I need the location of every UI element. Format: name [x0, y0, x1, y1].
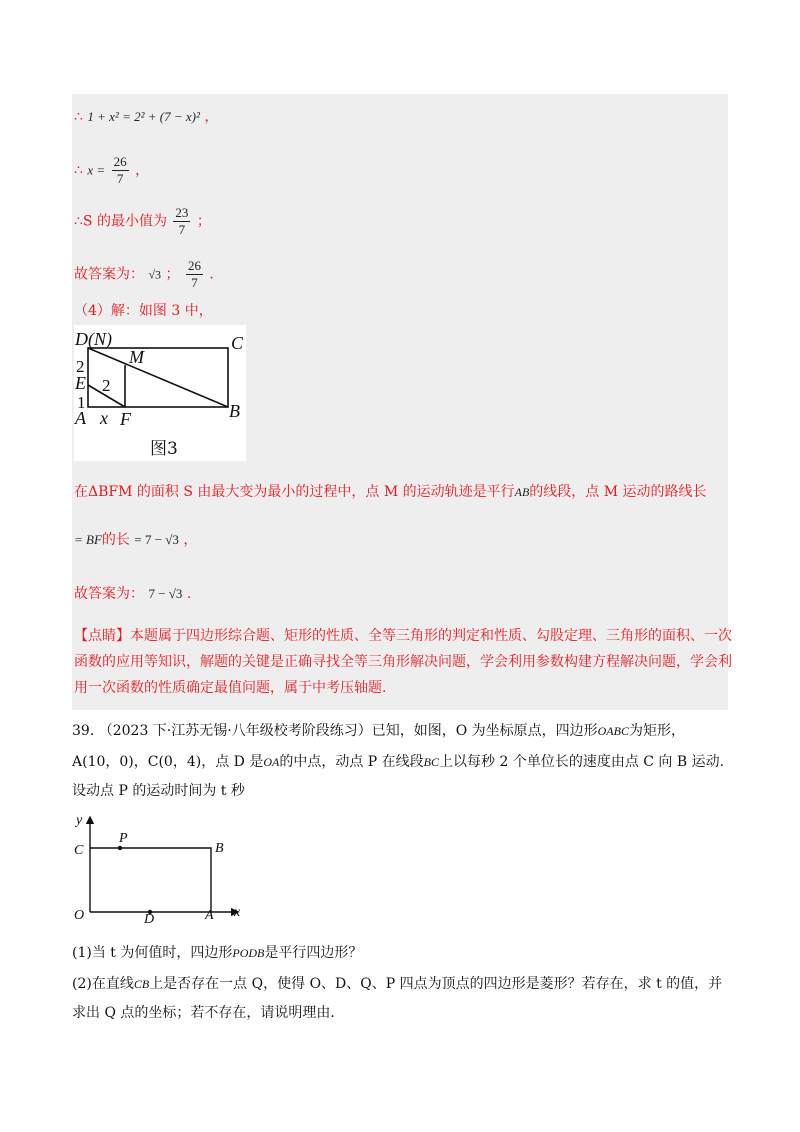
answer-sqrt3: √3: [148, 267, 162, 282]
denominator: 7: [191, 275, 198, 290]
question-bc: BC: [423, 755, 440, 769]
equation-2-suffix: ，: [135, 162, 150, 179]
numerator: 23: [175, 205, 189, 220]
point-p: [118, 846, 122, 850]
label-y: y: [76, 813, 83, 828]
q2-text-b: 上是否存在一点 Q，使得 O、D、Q、P 四点为顶点的四边形是菱形？若存在，求 t 的值，并: [149, 976, 723, 992]
equation-2-lhs: x =: [87, 162, 106, 178]
q1-text-a: (1)当 t 为何值时，四边形: [72, 945, 233, 961]
label-b: B: [229, 401, 240, 421]
fraction-23-7: [173, 205, 190, 238]
sub-question-1: [72, 944, 362, 962]
label-segment-1-ae: 1: [77, 393, 86, 412]
label-b: B: [215, 841, 224, 856]
answer-separator: ；: [165, 266, 180, 283]
question-line-2: [72, 753, 724, 771]
path-eq-suffix: ，: [183, 532, 198, 548]
label-p: P: [119, 831, 128, 846]
answer-line: [74, 258, 214, 291]
answer2-end: .: [186, 586, 192, 602]
path-description: [74, 483, 707, 501]
label-c: C: [74, 843, 84, 858]
equation-line-2: [74, 154, 149, 187]
path-eq-bf: = BF: [74, 532, 102, 547]
label-a: A: [205, 908, 214, 923]
minimum-line: [74, 205, 211, 238]
path-equation: [74, 531, 197, 549]
q1-podb: PODB: [232, 946, 265, 960]
rectangle-oabc: [90, 848, 211, 912]
label-m: M: [129, 347, 144, 367]
label-c: C: [231, 333, 244, 353]
question-line-1: [72, 722, 685, 740]
q2-cb: CB: [133, 977, 150, 991]
coordinate-figure: [70, 812, 255, 927]
q2-text-a: (2)在直线: [72, 976, 134, 992]
numerator: 26: [187, 258, 201, 273]
question-line2-c: 上以每秒 2 个单位长的速度由点 C 向 B 运动.: [439, 754, 725, 770]
answer2-label: 故答案为：: [74, 586, 144, 602]
fraction-26-7-answer: [186, 258, 203, 291]
path-eq-value: = 7 − √3: [134, 532, 179, 547]
fraction-26-7: [112, 154, 129, 187]
question-number: 39.: [72, 723, 95, 739]
minimum-text: ∴S 的最小值为: [74, 213, 167, 230]
part4-heading: （4）解：如图 3 中，: [74, 303, 213, 319]
question-oa: OA: [263, 755, 280, 769]
label-segment-2-de: 2: [76, 357, 85, 376]
equation-1: 1 + x² = 2² + (7 − x)²: [87, 109, 200, 124]
equation-1-suffix: ，: [204, 109, 219, 125]
coordinate-figure-drawing: [70, 812, 255, 927]
answer-end: .: [209, 266, 214, 283]
q1-text-b: 是平行四边形？: [264, 945, 363, 961]
equation-line-1: [74, 108, 218, 126]
question-stem-a: 已知，如图，O 为坐标原点，四边形: [371, 723, 598, 739]
label-o: O: [74, 908, 85, 923]
figure-3-drawing: [74, 325, 246, 461]
question-stem-b: 为矩形，: [628, 723, 685, 739]
question-line-3: 设动点 P 的运动时间为 t 秒: [72, 783, 245, 799]
path-eq-len: 的长: [101, 532, 130, 548]
path-text-b: 的线段，点 M 运动的路线长: [529, 484, 707, 500]
sub-question-2: [72, 975, 722, 993]
minimum-suffix: ；: [196, 213, 211, 230]
answer-label: 故答案为：: [74, 266, 144, 283]
label-n: (N): [88, 329, 112, 349]
figure-3-caption: 图3: [150, 439, 178, 459]
path-text-a: 在ΔBFM 的面积 S 由最大变为最小的过程中，点 M 的运动轨迹是平行: [74, 484, 515, 500]
path-text-ab: AB: [514, 485, 530, 499]
label-x: x: [100, 408, 108, 428]
label-x: x: [234, 905, 241, 920]
comment-body: 本题属于四边形综合题、矩形的性质、全等三角形的判定和性质、勾股定理、三角形的面积、一次函数的应用等知识，解题的关键是正确寻找全等三角形解决问题，学会利用参数构建方程解决问题，学会利用一次函数的性质确定最值问题，属于中考压轴题.: [74, 628, 732, 696]
comment-paragraph: [74, 623, 734, 701]
label-d: D: [144, 912, 155, 927]
question-line2-b: 的中点，动点 P 在线段: [279, 754, 424, 770]
comment-tag: 【点睛】: [74, 628, 130, 644]
label-e: E: [75, 373, 86, 393]
figure-3: [74, 325, 246, 461]
answer-line-2: [74, 585, 191, 603]
question-source: （2023 下·江苏无锡·八年级校考阶段练习）: [98, 723, 372, 739]
sub-question-2-cont: 求出 Q 点的坐标；若不存在，请说明理由.: [72, 1005, 335, 1021]
denominator: 7: [178, 222, 186, 237]
label-f: F: [120, 409, 131, 429]
label-a: A: [75, 408, 86, 428]
label-d: D: [75, 329, 88, 349]
question-oabc: OABC: [597, 724, 629, 738]
question-line2-a: A(10，0)，C(0，4)，点 D 是: [72, 754, 264, 770]
numerator: 26: [113, 154, 127, 169]
denominator: 7: [116, 171, 124, 186]
answer2-value: 7 − √3: [148, 586, 183, 601]
therefore-symbol: ∴: [74, 109, 83, 125]
therefore-symbol: ∴: [74, 162, 83, 179]
label-segment-2-ef: 2: [102, 376, 111, 395]
